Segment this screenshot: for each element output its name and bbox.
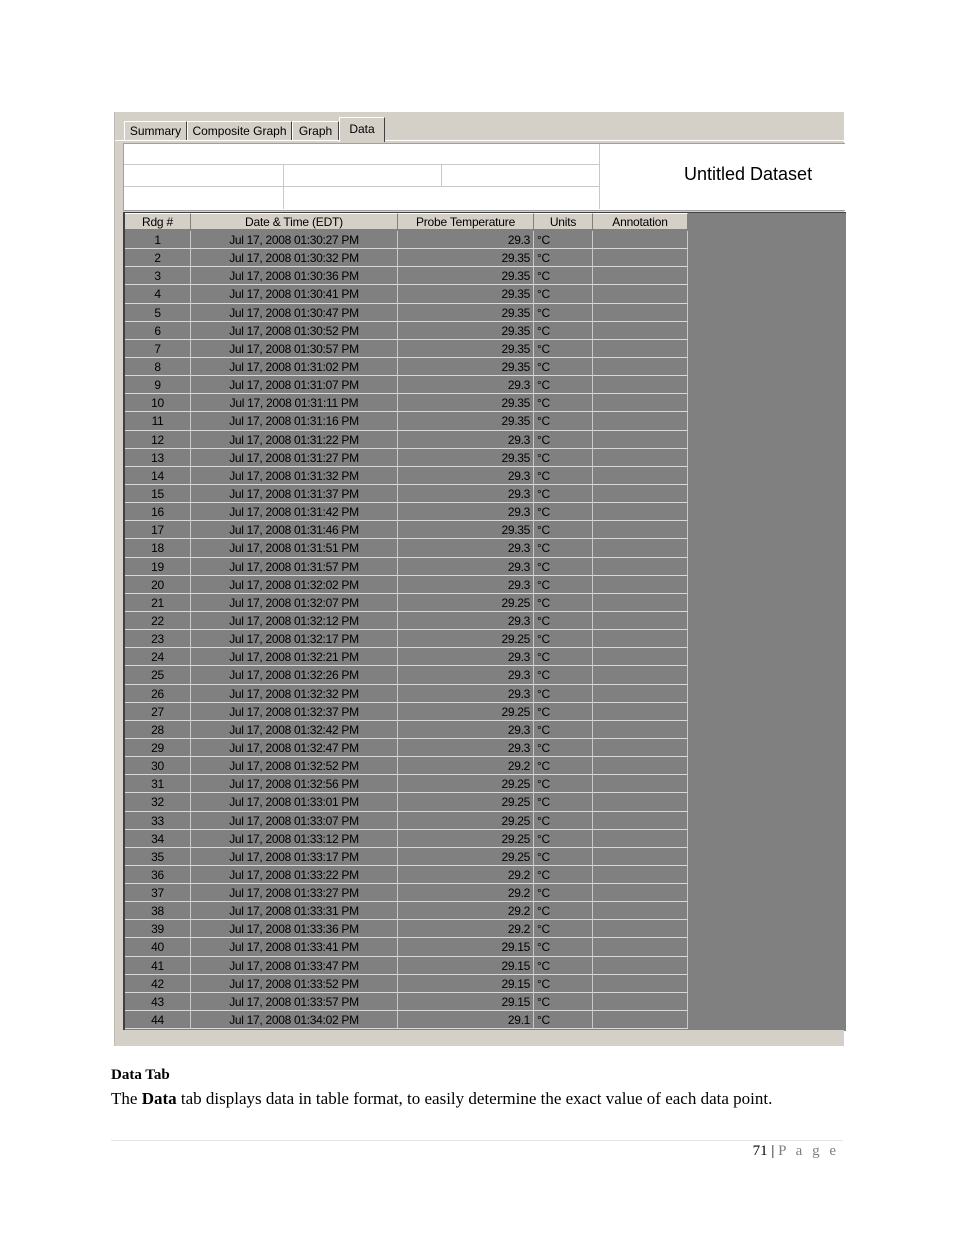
- cell-probe-temperature[interactable]: 29.3: [398, 503, 534, 521]
- table-row[interactable]: [125, 630, 688, 648]
- cell-rdg[interactable]: 25: [125, 666, 191, 684]
- page-word: P a g e: [778, 1143, 839, 1159]
- table-header: [125, 213, 688, 231]
- table-row[interactable]: [125, 957, 688, 975]
- cell-probe-temperature[interactable]: 29.35: [398, 521, 534, 539]
- table-body: [125, 231, 688, 1029]
- cell-date-time[interactable]: Jul 17, 2008 01:30:32 PM: [191, 249, 398, 267]
- cell-units[interactable]: °C: [534, 793, 593, 811]
- cell-probe-temperature[interactable]: 29.3: [398, 612, 534, 630]
- cell-units[interactable]: °C: [534, 902, 593, 920]
- cell-units[interactable]: °C: [534, 231, 593, 249]
- cell-date-time[interactable]: Jul 17, 2008 01:31:11 PM: [191, 394, 398, 412]
- cell-annotation[interactable]: [593, 304, 688, 322]
- cell-annotation[interactable]: [593, 412, 688, 430]
- cell-annotation[interactable]: [593, 884, 688, 902]
- figure-description: [111, 1089, 772, 1109]
- table-row[interactable]: [125, 249, 688, 267]
- cell-rdg[interactable]: 7: [125, 340, 191, 358]
- window-bottom-border: [115, 1030, 844, 1046]
- cell-rdg[interactable]: 13: [125, 449, 191, 467]
- table-row[interactable]: [125, 866, 688, 884]
- cell-probe-temperature[interactable]: 29.25: [398, 630, 534, 648]
- cell-date-time[interactable]: Jul 17, 2008 01:30:27 PM: [191, 231, 398, 249]
- table-row[interactable]: [125, 304, 688, 322]
- cell-units[interactable]: °C: [534, 721, 593, 739]
- description-bold: Data: [141, 1089, 177, 1108]
- cell-units[interactable]: °C: [534, 757, 593, 775]
- cell-annotation[interactable]: [593, 920, 688, 938]
- cell-rdg[interactable]: 12: [125, 431, 191, 449]
- tab-graph[interactable]: Graph: [292, 121, 339, 141]
- cell-units[interactable]: °C: [534, 957, 593, 975]
- cell-units[interactable]: °C: [534, 521, 593, 539]
- cell-probe-temperature[interactable]: 29.25: [398, 703, 534, 721]
- footer-separator: |: [767, 1143, 779, 1159]
- cell-date-time[interactable]: Jul 17, 2008 01:33:12 PM: [191, 830, 398, 848]
- cell-rdg[interactable]: 20: [125, 576, 191, 594]
- cell-annotation[interactable]: [593, 431, 688, 449]
- cell-units[interactable]: °C: [534, 993, 593, 1011]
- cell-probe-temperature[interactable]: 29.15: [398, 957, 534, 975]
- cell-units[interactable]: °C: [534, 703, 593, 721]
- cell-probe-temperature[interactable]: 29.25: [398, 793, 534, 811]
- cell-date-time[interactable]: Jul 17, 2008 01:33:41 PM: [191, 938, 398, 956]
- cell-probe-temperature[interactable]: 29.35: [398, 449, 534, 467]
- cell-annotation[interactable]: [593, 757, 688, 775]
- cell-date-time[interactable]: Jul 17, 2008 01:32:56 PM: [191, 775, 398, 793]
- table-row[interactable]: [125, 793, 688, 811]
- table-row[interactable]: [125, 812, 688, 830]
- tab-bar: [115, 112, 844, 140]
- cell-rdg[interactable]: 18: [125, 539, 191, 557]
- cell-annotation[interactable]: [593, 467, 688, 485]
- cell-date-time[interactable]: Jul 17, 2008 01:32:17 PM: [191, 630, 398, 648]
- dataset-header: [123, 143, 845, 211]
- cell-probe-temperature[interactable]: 29.3: [398, 467, 534, 485]
- cell-units[interactable]: °C: [534, 503, 593, 521]
- cell-annotation[interactable]: [593, 721, 688, 739]
- cell-rdg[interactable]: 15: [125, 485, 191, 503]
- cell-date-time[interactable]: Jul 17, 2008 01:33:22 PM: [191, 866, 398, 884]
- cell-units[interactable]: °C: [534, 666, 593, 684]
- cell-probe-temperature[interactable]: 29.3: [398, 666, 534, 684]
- table-row[interactable]: [125, 376, 688, 394]
- cell-probe-temperature[interactable]: 29.3: [398, 558, 534, 576]
- table-row[interactable]: [125, 558, 688, 576]
- table-row[interactable]: [125, 648, 688, 666]
- cell-rdg[interactable]: 27: [125, 703, 191, 721]
- cell-probe-temperature[interactable]: 29.35: [398, 304, 534, 322]
- cell-units[interactable]: °C: [534, 485, 593, 503]
- cell-date-time[interactable]: Jul 17, 2008 01:32:21 PM: [191, 648, 398, 666]
- cell-units[interactable]: °C: [534, 539, 593, 557]
- cell-annotation[interactable]: [593, 793, 688, 811]
- cell-rdg[interactable]: 26: [125, 685, 191, 703]
- description-suffix: tab displays data in table format, to easily determine the exact value of each data point.: [176, 1089, 773, 1108]
- table-row[interactable]: [125, 539, 688, 557]
- cell-annotation[interactable]: [593, 394, 688, 412]
- table-row[interactable]: [125, 902, 688, 920]
- cell-date-time[interactable]: Jul 17, 2008 01:30:47 PM: [191, 304, 398, 322]
- cell-units[interactable]: °C: [534, 267, 593, 285]
- table-row[interactable]: [125, 721, 688, 739]
- cell-units[interactable]: °C: [534, 358, 593, 376]
- cell-rdg[interactable]: 28: [125, 721, 191, 739]
- cell-rdg[interactable]: 6: [125, 322, 191, 340]
- cell-date-time[interactable]: Jul 17, 2008 01:33:17 PM: [191, 848, 398, 866]
- cell-probe-temperature[interactable]: 29.15: [398, 993, 534, 1011]
- table-row[interactable]: [125, 612, 688, 630]
- cell-annotation[interactable]: [593, 249, 688, 267]
- cell-annotation[interactable]: [593, 558, 688, 576]
- cell-date-time[interactable]: Jul 17, 2008 01:33:31 PM: [191, 902, 398, 920]
- cell-date-time[interactable]: Jul 17, 2008 01:33:52 PM: [191, 975, 398, 993]
- cell-units[interactable]: °C: [534, 938, 593, 956]
- cell-annotation[interactable]: [593, 938, 688, 956]
- table-row[interactable]: [125, 485, 688, 503]
- cell-rdg[interactable]: 21: [125, 594, 191, 612]
- cell-rdg[interactable]: 42: [125, 975, 191, 993]
- tab-composite-graph[interactable]: Composite Graph: [187, 121, 292, 141]
- cell-units[interactable]: °C: [534, 285, 593, 303]
- cell-annotation[interactable]: [593, 975, 688, 993]
- cell-rdg[interactable]: 24: [125, 648, 191, 666]
- column-header-units[interactable]: Units: [534, 213, 593, 230]
- cell-date-time[interactable]: Jul 17, 2008 01:32:52 PM: [191, 757, 398, 775]
- cell-probe-temperature[interactable]: 29.2: [398, 884, 534, 902]
- cell-units[interactable]: °C: [534, 630, 593, 648]
- page-number: 71: [752, 1143, 768, 1159]
- column-header-rdg[interactable]: Rdg #: [125, 213, 191, 230]
- cell-units[interactable]: °C: [534, 920, 593, 938]
- cell-date-time[interactable]: Jul 17, 2008 01:33:01 PM: [191, 793, 398, 811]
- tab-data[interactable]: Data: [339, 117, 385, 142]
- cell-date-time[interactable]: Jul 17, 2008 01:33:47 PM: [191, 957, 398, 975]
- cell-date-time[interactable]: Jul 17, 2008 01:31:32 PM: [191, 467, 398, 485]
- cell-probe-temperature[interactable]: 29.2: [398, 866, 534, 884]
- cell-date-time[interactable]: Jul 17, 2008 01:33:36 PM: [191, 920, 398, 938]
- cell-probe-temperature[interactable]: 29.35: [398, 285, 534, 303]
- cell-annotation[interactable]: [593, 848, 688, 866]
- header-field[interactable]: [124, 144, 600, 165]
- header-field[interactable]: [284, 187, 600, 209]
- table-row[interactable]: [125, 830, 688, 848]
- cell-date-time[interactable]: Jul 17, 2008 01:32:26 PM: [191, 666, 398, 684]
- cell-probe-temperature[interactable]: 29.3: [398, 648, 534, 666]
- table-row[interactable]: [125, 594, 688, 612]
- cell-annotation[interactable]: [593, 775, 688, 793]
- cell-annotation[interactable]: [593, 503, 688, 521]
- table-row[interactable]: [125, 431, 688, 449]
- cell-annotation[interactable]: [593, 703, 688, 721]
- cell-annotation[interactable]: [593, 957, 688, 975]
- cell-rdg[interactable]: 33: [125, 812, 191, 830]
- cell-rdg[interactable]: 8: [125, 358, 191, 376]
- cell-probe-temperature[interactable]: 29.2: [398, 902, 534, 920]
- cell-probe-temperature[interactable]: 29.2: [398, 757, 534, 775]
- cell-units[interactable]: °C: [534, 449, 593, 467]
- table-row[interactable]: [125, 884, 688, 902]
- cell-rdg[interactable]: 37: [125, 884, 191, 902]
- cell-units[interactable]: °C: [534, 412, 593, 430]
- cell-annotation[interactable]: [593, 358, 688, 376]
- cell-rdg[interactable]: 10: [125, 394, 191, 412]
- cell-rdg[interactable]: 23: [125, 630, 191, 648]
- cell-rdg[interactable]: 2: [125, 249, 191, 267]
- cell-units[interactable]: °C: [534, 576, 593, 594]
- cell-probe-temperature[interactable]: 29.3: [398, 231, 534, 249]
- cell-probe-temperature[interactable]: 29.3: [398, 576, 534, 594]
- cell-annotation[interactable]: [593, 1011, 688, 1029]
- cell-rdg[interactable]: 16: [125, 503, 191, 521]
- application-window: [114, 112, 844, 1046]
- page-footer: [753, 1143, 839, 1160]
- cell-units[interactable]: °C: [534, 830, 593, 848]
- cell-date-time[interactable]: Jul 17, 2008 01:30:57 PM: [191, 340, 398, 358]
- cell-annotation[interactable]: [593, 594, 688, 612]
- cell-units[interactable]: °C: [534, 739, 593, 757]
- cell-rdg[interactable]: 34: [125, 830, 191, 848]
- cell-rdg[interactable]: 17: [125, 521, 191, 539]
- table-row[interactable]: [125, 576, 688, 594]
- cell-rdg[interactable]: 36: [125, 866, 191, 884]
- cell-date-time[interactable]: Jul 17, 2008 01:31:51 PM: [191, 539, 398, 557]
- cell-rdg[interactable]: 29: [125, 739, 191, 757]
- cell-units[interactable]: °C: [534, 848, 593, 866]
- data-grid[interactable]: [123, 212, 846, 1031]
- cell-annotation[interactable]: [593, 340, 688, 358]
- cell-date-time[interactable]: Jul 17, 2008 01:31:16 PM: [191, 412, 398, 430]
- cell-date-time[interactable]: Jul 17, 2008 01:32:47 PM: [191, 739, 398, 757]
- cell-date-time[interactable]: Jul 17, 2008 01:32:37 PM: [191, 703, 398, 721]
- cell-probe-temperature[interactable]: 29.35: [398, 249, 534, 267]
- table-row[interactable]: [125, 231, 688, 249]
- cell-annotation[interactable]: [593, 231, 688, 249]
- cell-annotation[interactable]: [593, 285, 688, 303]
- cell-rdg[interactable]: 11: [125, 412, 191, 430]
- cell-probe-temperature[interactable]: 29.15: [398, 938, 534, 956]
- cell-date-time[interactable]: Jul 17, 2008 01:31:02 PM: [191, 358, 398, 376]
- cell-probe-temperature[interactable]: 29.35: [398, 340, 534, 358]
- cell-date-time[interactable]: Jul 17, 2008 01:31:42 PM: [191, 503, 398, 521]
- table-row[interactable]: [125, 467, 688, 485]
- cell-date-time[interactable]: Jul 17, 2008 01:31:46 PM: [191, 521, 398, 539]
- cell-annotation[interactable]: [593, 612, 688, 630]
- cell-units[interactable]: °C: [534, 431, 593, 449]
- cell-units[interactable]: °C: [534, 467, 593, 485]
- cell-probe-temperature[interactable]: 29.35: [398, 267, 534, 285]
- cell-units[interactable]: °C: [534, 884, 593, 902]
- cell-units[interactable]: °C: [534, 322, 593, 340]
- cell-rdg[interactable]: 19: [125, 558, 191, 576]
- cell-rdg[interactable]: 39: [125, 920, 191, 938]
- table-row[interactable]: [125, 975, 688, 993]
- cell-units[interactable]: °C: [534, 685, 593, 703]
- cell-annotation[interactable]: [593, 812, 688, 830]
- cell-rdg[interactable]: 31: [125, 775, 191, 793]
- description-prefix: The: [111, 1089, 142, 1108]
- cell-annotation[interactable]: [593, 267, 688, 285]
- cell-annotation[interactable]: [593, 376, 688, 394]
- cell-rdg[interactable]: 38: [125, 902, 191, 920]
- cell-rdg[interactable]: 32: [125, 793, 191, 811]
- cell-probe-temperature[interactable]: 29.3: [398, 485, 534, 503]
- table-row[interactable]: [125, 666, 688, 684]
- cell-annotation[interactable]: [593, 485, 688, 503]
- cell-date-time[interactable]: Jul 17, 2008 01:32:32 PM: [191, 685, 398, 703]
- cell-rdg[interactable]: 5: [125, 304, 191, 322]
- cell-date-time[interactable]: Jul 17, 2008 01:31:07 PM: [191, 376, 398, 394]
- tab-summary[interactable]: Summary: [124, 121, 187, 141]
- cell-date-time[interactable]: Jul 17, 2008 01:31:27 PM: [191, 449, 398, 467]
- header-field[interactable]: [124, 165, 284, 187]
- cell-rdg[interactable]: 1: [125, 231, 191, 249]
- cell-date-time[interactable]: Jul 17, 2008 01:30:52 PM: [191, 322, 398, 340]
- cell-date-time[interactable]: Jul 17, 2008 01:33:27 PM: [191, 884, 398, 902]
- cell-rdg[interactable]: 4: [125, 285, 191, 303]
- cell-probe-temperature[interactable]: 29.25: [398, 775, 534, 793]
- cell-date-time[interactable]: Jul 17, 2008 01:30:36 PM: [191, 267, 398, 285]
- cell-units[interactable]: °C: [534, 812, 593, 830]
- cell-date-time[interactable]: Jul 17, 2008 01:32:02 PM: [191, 576, 398, 594]
- table-row[interactable]: [125, 920, 688, 938]
- cell-date-time[interactable]: Jul 17, 2008 01:32:07 PM: [191, 594, 398, 612]
- table-row[interactable]: [125, 285, 688, 303]
- cell-annotation[interactable]: [593, 866, 688, 884]
- cell-annotation[interactable]: [593, 539, 688, 557]
- cell-probe-temperature[interactable]: 29.25: [398, 594, 534, 612]
- table-row[interactable]: [125, 938, 688, 956]
- table-row[interactable]: [125, 267, 688, 285]
- cell-probe-temperature[interactable]: 29.35: [398, 358, 534, 376]
- table-row[interactable]: [125, 340, 688, 358]
- cell-probe-temperature[interactable]: 29.35: [398, 412, 534, 430]
- cell-rdg[interactable]: 41: [125, 957, 191, 975]
- column-header-date-time[interactable]: Date & Time (EDT): [191, 213, 398, 230]
- cell-probe-temperature[interactable]: 29.3: [398, 539, 534, 557]
- cell-units[interactable]: °C: [534, 1011, 593, 1029]
- tab-divider: [115, 140, 844, 141]
- cell-date-time[interactable]: Jul 17, 2008 01:33:57 PM: [191, 993, 398, 1011]
- cell-annotation[interactable]: [593, 449, 688, 467]
- table-row[interactable]: [125, 394, 688, 412]
- cell-probe-temperature[interactable]: 29.3: [398, 721, 534, 739]
- header-field[interactable]: [284, 165, 442, 187]
- cell-annotation[interactable]: [593, 902, 688, 920]
- cell-annotation[interactable]: [593, 666, 688, 684]
- cell-probe-temperature[interactable]: 29.25: [398, 848, 534, 866]
- table-row[interactable]: [125, 775, 688, 793]
- cell-rdg[interactable]: 40: [125, 938, 191, 956]
- table-row[interactable]: [125, 757, 688, 775]
- cell-date-time[interactable]: Jul 17, 2008 01:31:57 PM: [191, 558, 398, 576]
- cell-probe-temperature[interactable]: 29.2: [398, 920, 534, 938]
- cell-probe-temperature[interactable]: 29.25: [398, 812, 534, 830]
- cell-probe-temperature[interactable]: 29.1: [398, 1011, 534, 1029]
- cell-probe-temperature[interactable]: 29.3: [398, 431, 534, 449]
- table-row[interactable]: [125, 685, 688, 703]
- cell-units[interactable]: °C: [534, 394, 593, 412]
- cell-annotation[interactable]: [593, 322, 688, 340]
- table-row[interactable]: [125, 521, 688, 539]
- cell-date-time[interactable]: Jul 17, 2008 01:33:07 PM: [191, 812, 398, 830]
- cell-units[interactable]: °C: [534, 376, 593, 394]
- cell-annotation[interactable]: [593, 630, 688, 648]
- cell-date-time[interactable]: Jul 17, 2008 01:30:41 PM: [191, 285, 398, 303]
- cell-date-time[interactable]: Jul 17, 2008 01:34:02 PM: [191, 1011, 398, 1029]
- cell-units[interactable]: °C: [534, 612, 593, 630]
- cell-probe-temperature[interactable]: 29.35: [398, 322, 534, 340]
- cell-date-time[interactable]: Jul 17, 2008 01:32:12 PM: [191, 612, 398, 630]
- cell-rdg[interactable]: 9: [125, 376, 191, 394]
- cell-annotation[interactable]: [593, 576, 688, 594]
- table-row[interactable]: [125, 449, 688, 467]
- table-row[interactable]: [125, 848, 688, 866]
- header-field[interactable]: [124, 187, 284, 209]
- cell-rdg[interactable]: 14: [125, 467, 191, 485]
- cell-units[interactable]: °C: [534, 340, 593, 358]
- cell-units[interactable]: °C: [534, 866, 593, 884]
- cell-units[interactable]: °C: [534, 558, 593, 576]
- cell-date-time[interactable]: Jul 17, 2008 01:31:37 PM: [191, 485, 398, 503]
- cell-units[interactable]: °C: [534, 249, 593, 267]
- cell-date-time[interactable]: Jul 17, 2008 01:31:22 PM: [191, 431, 398, 449]
- cell-annotation[interactable]: [593, 648, 688, 666]
- cell-rdg[interactable]: 22: [125, 612, 191, 630]
- cell-date-time[interactable]: Jul 17, 2008 01:32:42 PM: [191, 721, 398, 739]
- cell-probe-temperature[interactable]: 29.35: [398, 394, 534, 412]
- cell-annotation[interactable]: [593, 685, 688, 703]
- footer-divider: [111, 1140, 843, 1141]
- table-row[interactable]: [125, 358, 688, 376]
- header-field[interactable]: [442, 165, 600, 187]
- column-header-annotation[interactable]: Annotation: [593, 213, 688, 230]
- table-row[interactable]: [125, 412, 688, 430]
- column-header-probe-temperature[interactable]: Probe Temperature: [398, 213, 534, 230]
- cell-probe-temperature[interactable]: 29.25: [398, 830, 534, 848]
- cell-units[interactable]: °C: [534, 304, 593, 322]
- table-row[interactable]: [125, 1011, 688, 1029]
- cell-rdg[interactable]: 35: [125, 848, 191, 866]
- cell-annotation[interactable]: [593, 993, 688, 1011]
- table-row[interactable]: [125, 739, 688, 757]
- figure-caption: Data Tab: [111, 1067, 170, 1083]
- cell-units[interactable]: °C: [534, 975, 593, 993]
- table-row[interactable]: [125, 503, 688, 521]
- table-row[interactable]: [125, 703, 688, 721]
- cell-rdg[interactable]: 3: [125, 267, 191, 285]
- table-row[interactable]: [125, 322, 688, 340]
- cell-rdg[interactable]: 30: [125, 757, 191, 775]
- cell-probe-temperature[interactable]: 29.15: [398, 975, 534, 993]
- cell-units[interactable]: °C: [534, 594, 593, 612]
- cell-units[interactable]: °C: [534, 648, 593, 666]
- cell-probe-temperature[interactable]: 29.3: [398, 685, 534, 703]
- table-row[interactable]: [125, 993, 688, 1011]
- cell-annotation[interactable]: [593, 739, 688, 757]
- cell-rdg[interactable]: 44: [125, 1011, 191, 1029]
- cell-probe-temperature[interactable]: 29.3: [398, 376, 534, 394]
- cell-probe-temperature[interactable]: 29.3: [398, 739, 534, 757]
- cell-units[interactable]: °C: [534, 775, 593, 793]
- cell-annotation[interactable]: [593, 830, 688, 848]
- dataset-title: Untitled Dataset: [684, 164, 813, 184]
- cell-rdg[interactable]: 43: [125, 993, 191, 1011]
- cell-annotation[interactable]: [593, 521, 688, 539]
